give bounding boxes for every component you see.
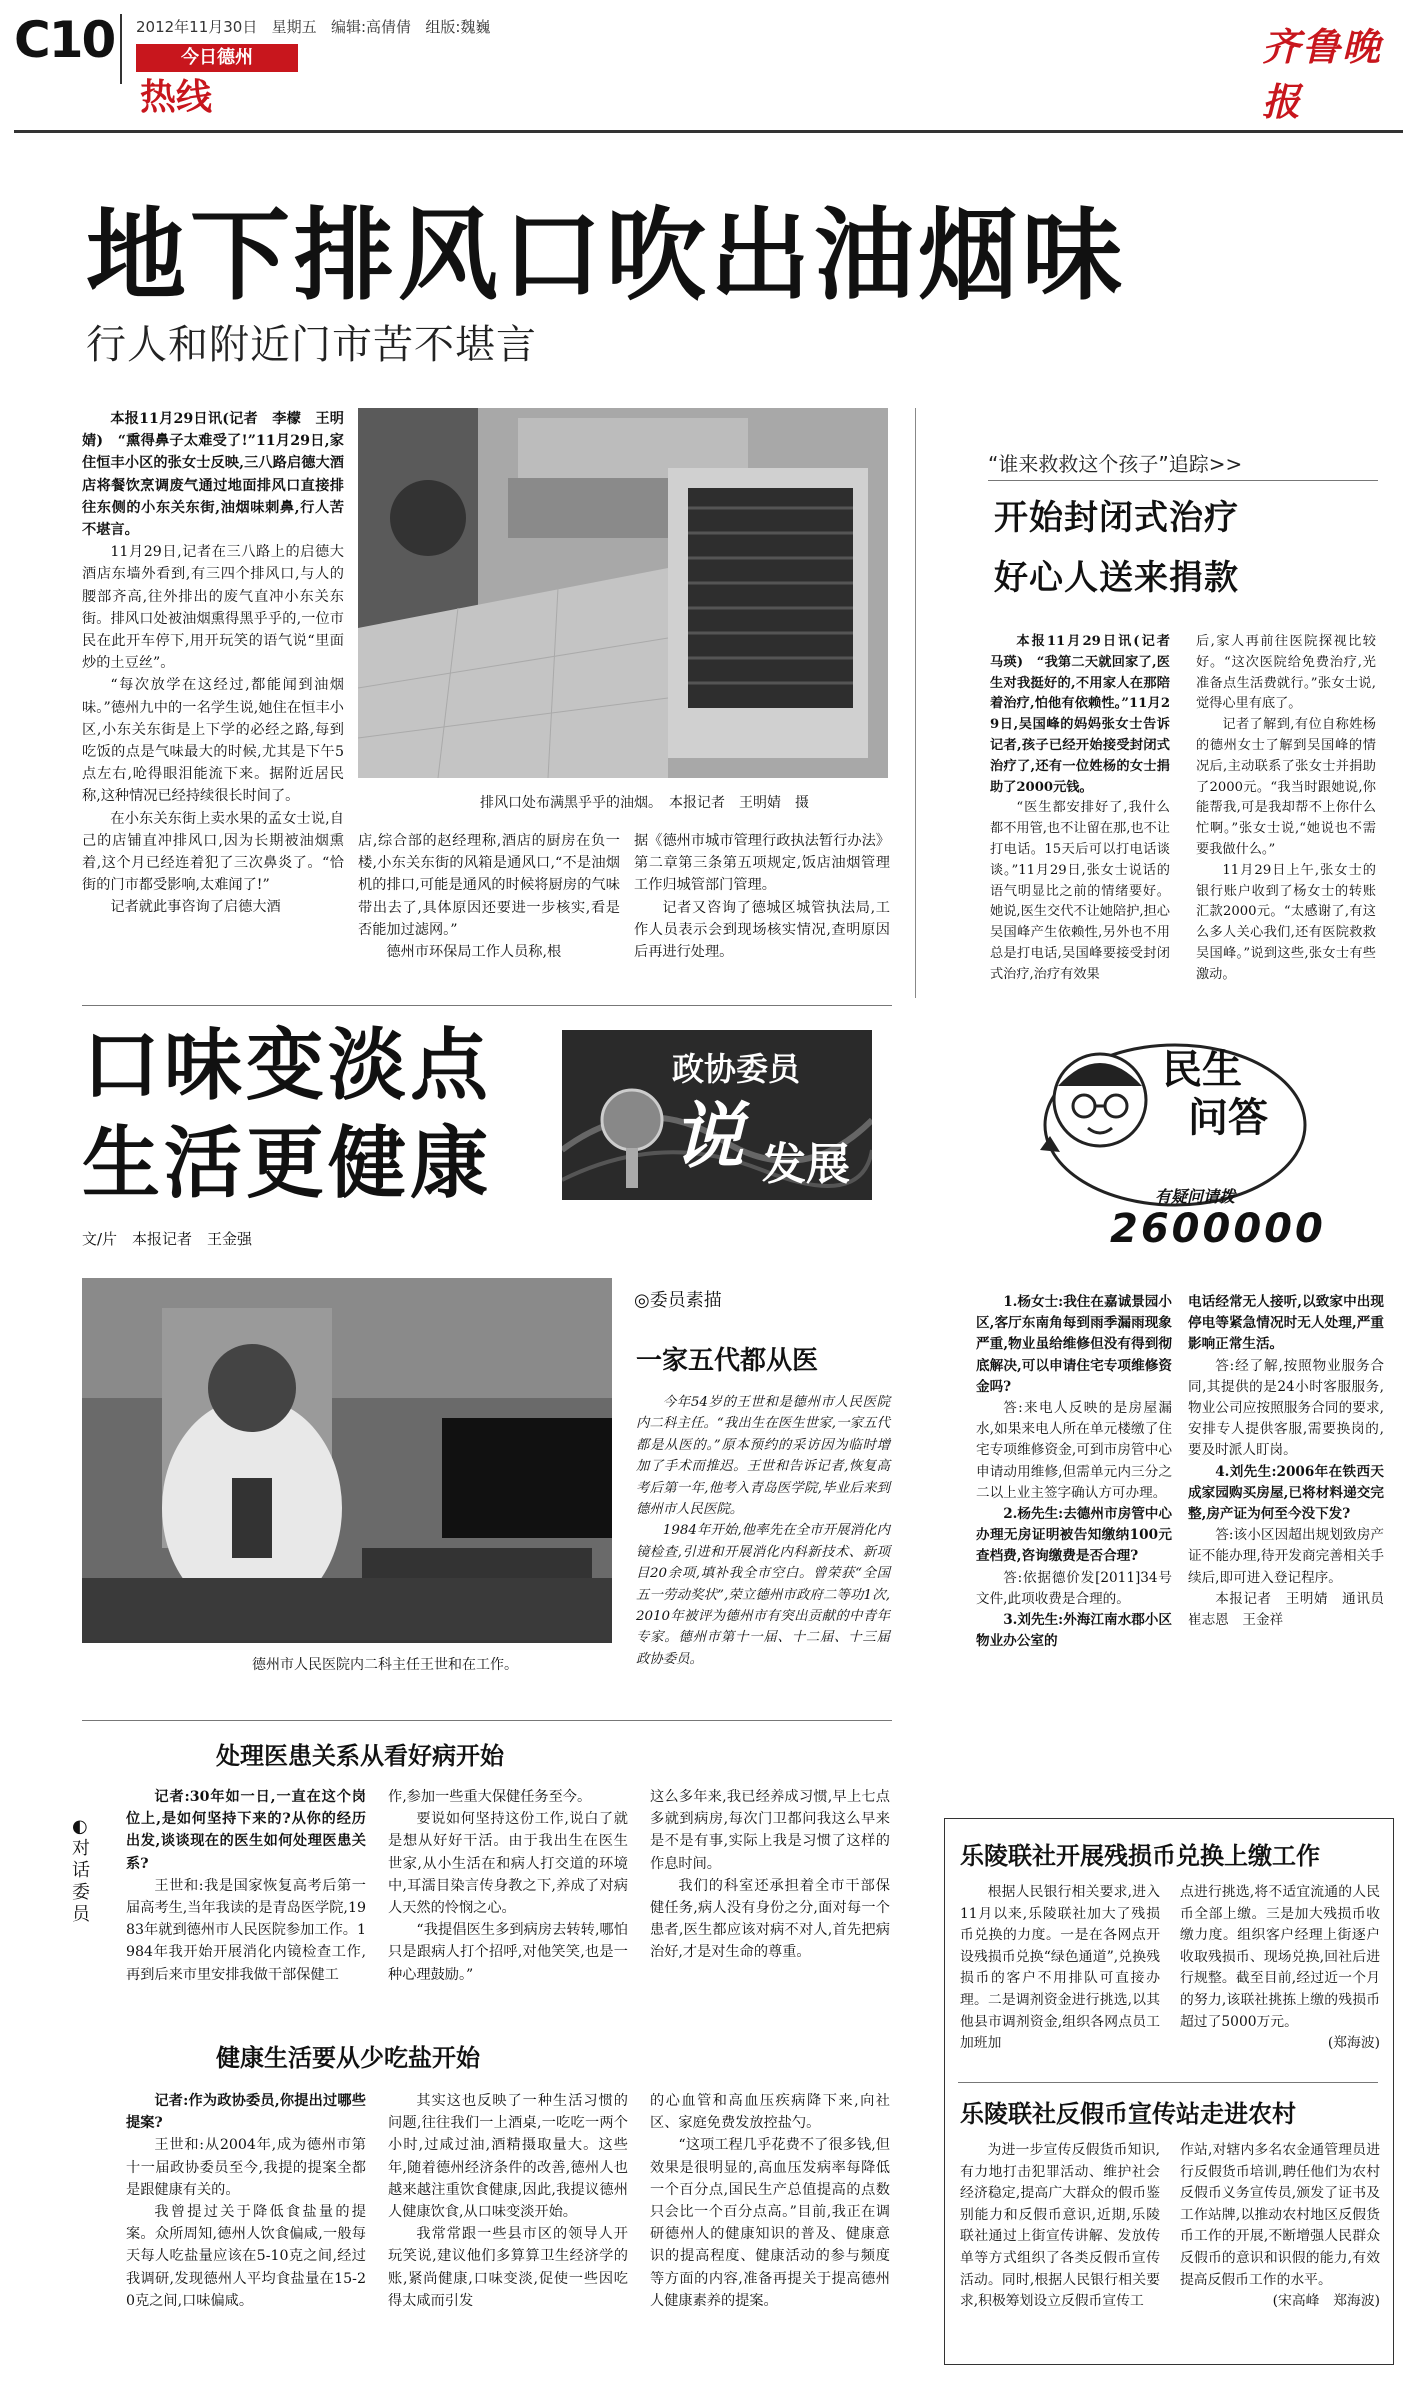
paragraph: 记者:作为政协委员,你提出过哪些提案? (126, 2093, 366, 2132)
column-divider (915, 408, 916, 998)
paragraph: 记者就此事咨询了启德大酒 (110, 899, 281, 916)
brief1-headline: 乐陵联社开展残损币兑换上缴工作 (960, 1842, 1320, 1870)
section-tag: 今日德州 (136, 44, 298, 72)
sub2-col1 (126, 2090, 366, 2312)
paragraph: 作站,对辖内多名农金通管理员进行反假货币培训,聘任他们为农村反假币义务宣传员,颁发了证书及工作站牌,以推动农村地区反假货币工作的开展,不断增强人民群众反假币的意识和识假的能力,有效提高反假币工作的水平。 (1180, 2142, 1380, 2288)
question: 4.刘先生:2006年在铁西天成家园购买房屋,已将材料递交完整,房产证为何至今没下发? (1188, 1463, 1384, 1523)
brief2-col2 (1180, 2140, 1380, 2313)
answer: 答:经了解,按照物业服务合同,其提供的是24小时客服服务,物业公司应按照服务合同的要求,安排专人提供客服,需要换岗的,要及时派人盯岗。 (1188, 1357, 1384, 1459)
layout-editor: 组版:魏巍 (425, 18, 491, 36)
paragraph: 记者又咨询了德城区城管执法局,工作人员表示会到现场核实情况,查明原因后再进行处理。 (634, 899, 890, 961)
issue-date: 2012年11月30日 (136, 18, 258, 36)
minsheng-title-2: 问答 (1188, 1095, 1268, 1141)
paragraph: 德州市环保局工作人员称,根 (386, 944, 562, 961)
profile-text (636, 1392, 890, 1670)
page-number: C10 (14, 11, 115, 69)
paragraph: 的心血管和高血压疾病降下来,向社区、家庭免费发放控盐勺。 (650, 2093, 890, 2132)
column-logo (562, 1030, 872, 1200)
sub2-col2 (388, 2090, 628, 2312)
paragraph: “我提倡医生多到病房去转转,哪怕只是跟病人打个招呼,对他笑笑,也是一种心理鼓励。” (388, 1922, 628, 1983)
article3-headline-1: 口味变淡点 (82, 1021, 493, 1111)
paragraph: 作,参加一些重大保健任务至今。 (388, 1789, 592, 1805)
question: 2.杨先生:去德州市房管中心办理无房证明被告知缴纳100元查档费,咨询缴费是否合理? (976, 1506, 1172, 1565)
byline: 本报记者 王明婧 通讯员 崔志恩 王金祥 (1188, 1590, 1398, 1629)
question: 1.杨女士:我住在嘉诚景园小区,客厅东南角每到雨季漏雨现象严重,物业虽给维修但没有得到彻底解决,可以申请住宅专项维修资金吗? (976, 1294, 1172, 1395)
article2-kicker: “谁来救救这个孩子”追踪>> (988, 452, 1243, 476)
minsheng-logo (1010, 1020, 1390, 1280)
article1-col3 (634, 830, 890, 963)
article3-photo-caption: 德州市人民医院内二科主任王世和在工作。 (252, 1657, 518, 1673)
paragraph: 后,家人再前往医院探视比较好。“这次医院给免费治疗,光准备点生活费就行。”张女士说,觉得心里有底了。 (1196, 634, 1376, 712)
paragraph: 这么多年来,我已经养成习惯,早上七点多就到病房,每次门卫都问我这么早来是不是有事,实际上我是习惯了这样的作息时间。 (650, 1789, 890, 1872)
minsheng-title-1: 民生 (1162, 1047, 1242, 1093)
minsheng-col2 (1188, 1292, 1398, 1631)
article1-subheadline: 行人和附近门市苦不堪言 (86, 322, 537, 368)
paragraph: 本报11月29日讯(记者 马瑛) “我第二天就回家了,医生对我挺好的,不用家人在那陪着治疗,怕他有依赖性。”11月29日,吴国峰的妈妈张女士告诉记者,孩子已经开始接受封闭式治疗了,还有一位姓杨的女士捐助了2000元钱。 (990, 634, 1184, 795)
header-meta (136, 16, 490, 37)
paragraph: 今年54岁的王世和是德州市人民医院内二科主任。“我出生在医生世家,一家五代都是从医的。”原本预约的采访因为临时增加了手术而推迟。王世和告诉记者,恢复高考后第一年,他考入青岛医学院,毕业后来到德州市人民医院。 (636, 1395, 890, 1518)
side-tag-dot-icon: ◐ (72, 1816, 88, 1837)
column-logo-text-3: 发展 (762, 1139, 850, 1190)
brief1-col2 (1180, 1882, 1380, 2055)
paragraph: 11月29日上午,张女士的银行账户收到了杨女士的转账汇款2000元。“太感谢了,有这么多人关心我们,还有医院救救吴国峰。”说到这些,张女士有些激动。 (1196, 862, 1376, 982)
profile-tag-label: 委员素描 (649, 1290, 722, 1311)
article2-headline-1: 开始封闭式治疗 (994, 498, 1239, 538)
answer: 答:依据德价发[2011]34号文件,此项收费是合理的。 (976, 1569, 1172, 1607)
answer: 答:来电人反映的是房屋漏水,如果来电人所在单元楼缴了住宅专项维修资金,可到市房管中心申请动用维修,但需单元内三分之二以上业主签字确认方可办理。 (976, 1400, 1172, 1501)
paragraph: 本报11月29日讯(记者 李檬 王明婧) “熏得鼻子太难受了!”11月29日,家住恒丰小区的张女士反映,三八路启德大酒店将餐饮烹调废气通过地面排风口直接排往东侧的小东关东街,油烟味刺鼻,行人苦不堪言。 (82, 411, 344, 539)
credit: (郑海波) (1327, 2035, 1380, 2052)
brief2-col1 (960, 2140, 1160, 2313)
paragraph: 我常常跟一些县市区的领导人开玩笑说,建议他们多算算卫生经济学的账,紧尚健康,口味变淡,促使一些因吃得太咸而引发 (388, 2226, 628, 2309)
hotline-label: 有疑问请拨 (1155, 1187, 1236, 1206)
doctor-photo-icon (82, 1278, 612, 1643)
brief-divider (958, 2082, 1378, 2083)
brief1-col1 (960, 1882, 1160, 2055)
paragraph: 点进行挑选,将不适宜流通的人民币全部上缴。三是加大残损币收缴力度。组织客户经理上街逐户收取残损币、现场兑换,回社后进行规整。截至目前,经过近一个月的努力,该联社挑拣上缴的残损币超过了5000万元。 (1180, 1884, 1380, 2030)
sub1-rule (82, 1720, 892, 1721)
sub1-col3 (650, 1786, 890, 1964)
article2-col1 (990, 632, 1184, 986)
question: 电话经常无人接听,以致家中出现停电等紧急情况时无人处理,严重影响正常生活。 (1188, 1294, 1384, 1353)
article1-photo-caption: 排风口处布满黑乎乎的油烟。 本报记者 王明婧 摄 (480, 795, 809, 811)
section-rule (82, 1005, 892, 1006)
hotline-number: 2600000 (1110, 1206, 1326, 1252)
paragraph: 1984年开始,他率先在全市开展消化内镜检查,引进和开展消化内科新技术、新项目20余项,填补我全市空白。曾荣获“全国五一劳动奖状”,荣立德州市政府二等功1次,2010年被评为德州市有突出贡献的中青年专家。德州市第十一届、十二届、十三届政协委员。 (636, 1523, 890, 1667)
minsheng-col1 (976, 1292, 1172, 1652)
paragraph: 店,综合部的赵经理称,酒店的厨房在负一楼,小东关东街的风箱是通风口,“不是油烟机的排口,可能是通风的时候将厨房的气味带出去了,具体原因还要进一步核实,看是否能加过滤网。” (358, 833, 620, 938)
paragraph: 我曾提过关于降低食盐量的提案。众所周知,德州人饮食偏咸,一般每天每人吃盐量应该在5-10克之间,经过我调研,发现德州人平均食盐量在15-20克之间,口味偏咸。 (126, 2204, 366, 2309)
article1-col1 (82, 408, 344, 919)
editor: 编辑:高倩倩 (331, 18, 412, 36)
profile-tag (634, 1286, 722, 1312)
brief2-headline: 乐陵联社反假币宣传站走进农村 (960, 2100, 1296, 2128)
paragraph: 11月29日,记者在三八路上的启德大酒店东墙外看到,有三四个排风口,与人的腰部齐高,往外排出的废气直冲小东关东街。排风口处被油烟熏得黑乎乎的,一位市民在此开车停下,用开玩笑的语气说“里面炒的土豆丝”。 (82, 544, 344, 672)
paragraph: 记者了解到,有位自称姓杨的德州女士了解到吴国峰的情况后,主动联系了张女士并捐助了2000元。“我当时跟她说,你能帮我,可是我却帮不上你什么忙啊。”张女士说,“她说也不需要我做什么。” (1196, 717, 1376, 857)
column-logo-text-2: 说 (672, 1094, 745, 1178)
paragraph: 其实这也反映了一种生活习惯的问题,往往我们一上酒桌,一吃吃一两个小时,过咸过油,酒精摄取量大。这些年,随着德州经济条件的改善,德州人也越来越注重饮食健康,因此,我提议德州人健康饮食,从口味变淡开始。 (388, 2093, 628, 2221)
section-name: 热线 (140, 77, 213, 118)
credit: (宋高峰 郑海波) (1272, 2293, 1380, 2310)
paragraph: 我们的科室还承担着全市干部保健任务,病人没有身份之分,面对每一个患者,医生都应该对病不对人,首先把病治好,才是对生命的尊重。 (650, 1877, 890, 1961)
side-tag-label: 对话委员 (72, 1838, 90, 1925)
header-divider (120, 14, 122, 84)
sub1-col1 (126, 1786, 366, 1986)
article2-headline-2: 好心人送来捐款 (994, 558, 1239, 598)
article2-col2 (1196, 632, 1376, 986)
sub2-col3 (650, 2090, 890, 2312)
side-tag (72, 1816, 94, 1926)
subhead-2: 健康生活要从少吃盐开始 (216, 2044, 480, 2072)
paragraph: “每次放学在这经过,都能闻到油烟味。”德州九中的一名学生说,她住在恒丰小区,小东关东街是上下学的必经之路,每到吃饭的点是气味最大的时候,尤其是下午5点左右,呛得眼泪能流下来。据附近居民称,这种情况已经持续很长时间了。 (82, 677, 344, 805)
paragraph: 王世和:从2004年,成为德州市第十一届政协委员至今,我提的提案全都是跟健康有关的。 (126, 2137, 366, 2198)
paragraph: 为进一步宣传反假货币知识,有力地打击犯罪活动、维护社会经济稳定,提高广大群众的假币鉴别能力和反假币意识,近期,乐陵联社通过上街宣传讲解、发放传单等方式组织了各类反假币宣传活动。同时,根据人民银行相关要求,积极筹划设立反假币宣传工 (960, 2142, 1160, 2310)
article3-headline-2: 生活更健康 (82, 1119, 493, 1209)
article1-headline: 地下排风口吹出油烟味 (86, 197, 1126, 314)
article3-photo (82, 1278, 612, 1643)
sub1-col2 (388, 1786, 628, 1986)
paragraph: 据《德州市城市管理行政执法暂行办法》第二章第三条第五项规定,饭店油烟管理工作归城管部门管理。 (634, 833, 890, 894)
header-rule (14, 130, 1403, 133)
newspaper-logo: 齐鲁晚报 (1262, 24, 1383, 124)
article1-col2 (358, 830, 620, 963)
vent-photo-icon (358, 408, 888, 778)
paragraph: “医生都安排好了,我什么都不用管,也不让留在那,也不让打电话。15天后可以打电话谈谈。”11月29日,张女士说话的语气明显比之前的情绪要好。她说,医生交代不让她陪护,担心吴国峰产生依赖性,另外也不用总是打电话,吴国峰要接受封闭式治疗,治疗有效果 (990, 800, 1170, 982)
subhead-1: 处理医患关系从看好病开始 (216, 1742, 504, 1770)
paragraph: 在小东关东街上卖水果的孟女士说,自己的店铺直冲排风口,因为长期被油烟熏着,这个月已经连着犯了三次鼻炎了。“恰街的门市都受影响,太难闻了!” (82, 810, 344, 894)
question: 3.刘先生:外海江南水郡小区物业办公室的 (976, 1612, 1172, 1650)
article1-photo (358, 408, 888, 778)
column-logo-text-1: 政协委员 (672, 1050, 801, 1088)
answer: 答:该小区因超出规划致房产证不能办理,待开发商完善相关手续后,即可进入登记程序。 (1188, 1527, 1384, 1586)
profile-title: 一家五代都从医 (636, 1346, 819, 1376)
article3-byline: 文/片 本报记者 王金强 (82, 1230, 253, 1248)
paragraph: 要说如何坚持这份工作,说白了就是想从好好干活。由于我出生在医生世家,从小生活在和病人打交道的环境中,耳濡目染言传身教之下,养成了对病人天然的怜悯之心。 (388, 1811, 628, 1917)
paragraph: “这项工程几乎花费不了很多钱,但效果是很明显的,高血压发病率每降低一个百分点,国民生产总值提高的点数只会比一个百分点高。”目前,我正在调研德州人的健康知识的普及、健康意识的提高程度、健康活动的参与频度等方面的内容,准备再提关于提高德州人健康素养的提案。 (650, 2137, 890, 2309)
paragraph: 根据人民银行相关要求,进入11月以来,乐陵联社加大了残损币兑换的力度。一是在各网点开设残损币兑换“绿色通道”,兑换残损币的客户不用排队可直接办理。二是调剂资金进行挑选,以其他县市调剂资金,组织各网点员工加班加 (960, 1884, 1160, 2052)
paragraph: 记者:30年如一日,一直在这个岗位上,是如何坚持下来的?从你的经历出发,谈谈现在的医生如何处理医患关系? (126, 1789, 366, 1872)
profile-tag-dot-icon: ◎ (634, 1290, 650, 1311)
issue-weekday: 星期五 (271, 18, 317, 36)
paragraph: 王世和:我是国家恢复高考后第一届高考生,当年我读的是青岛医学院,1983年就到德州市人民医院参加工作。1984年我开始开展消化内镜检查工作,再到后来市里安排我做干部保健工 (126, 1877, 366, 1983)
kicker-rule (988, 480, 1378, 481)
